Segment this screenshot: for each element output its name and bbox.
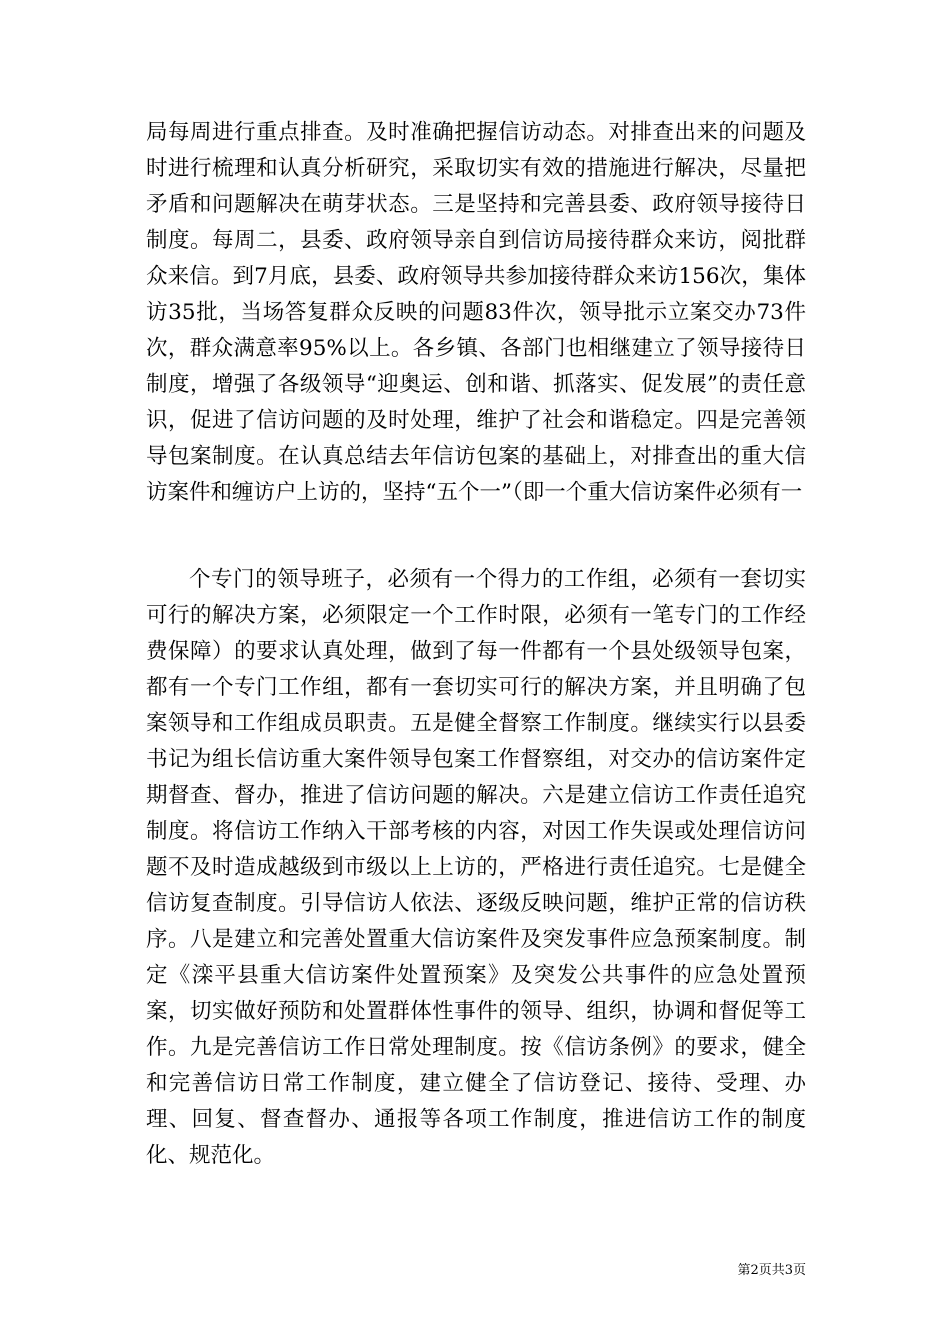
paragraph-2: 个专门的领导班子，必须有一个得力的工作组，必须有一套切实可行的解决方案，必须限定一个工作时限，必须有一笔专门的工作经费保障）的要求认真处理，做到了每一件都有一个县处级领导包案，都有一个专门工作组，都有一套切实可行的解决方案，并且明确了包案领导和工作组成员职责。五是健全督察工作制度。继续实行以县委书记为组长信访重大案件领导包案工作督察组，对交办的信访案件定期督查、督办，推进了信访问题的解决。六是建立信访工作责任追究制度。将信访工作纳入干部考核的内容，对因工作失误或处理信访问题不及时造成越级到市级以上上访的，严格进行责任追究。七是健全信访复查制度。引导信访人依法、逐级反映问题，维护正常的信访秩序。八是建立和完善处置重大信访案件及突发事件应急预案制度。制定《滦平县重大信访案件处置预案》及突发公共事件的应急处置预案，切实做好预防和处置群体性事件的领导、组织，协调和督促等工作。九是完善信访工作日常处理制度。按《信访条例》的要求，健全和完善信访日常工作制度，建立健全了信访登记、接待、受理、办理、回复、督查督办、通报等各项工作制度，推进信访工作的制度化、规范化。	[146, 567, 806, 1168]
page-number-footer: 第2页共3页	[737, 1263, 806, 1278]
paragraph-1: 局每周进行重点排查。及时准确把握信访动态。对排查出来的问题及时进行梳理和认真分析研究，采取切实有效的措施进行解决，尽量把矛盾和问题解决在萌芽状态。三是坚持和完善县委、政府领导接待日制度。每周二，县委、政府领导亲自到信访局接待群众来访，阅批群众来信。到7月底，县委、政府领导共参加接待群众来访156次，集体访35批，当场答复群众反映的问题83件次，领导批示立案交办73件次，群众满意率95%以上。各乡镇、各部门也相继建立了领导接待日制度，增强了各级领导“迎奥运、创和谐、抓落实、促发展”的责任意识，促进了信访问题的及时处理，维护了社会和谐稳定。四是完善领导包案制度。在认真总结去年信访包案的基础上，对排查出的重大信访案件和缠访户上访的，坚持“五个一”（即一个重大信访案件必须有一	[146, 120, 806, 505]
